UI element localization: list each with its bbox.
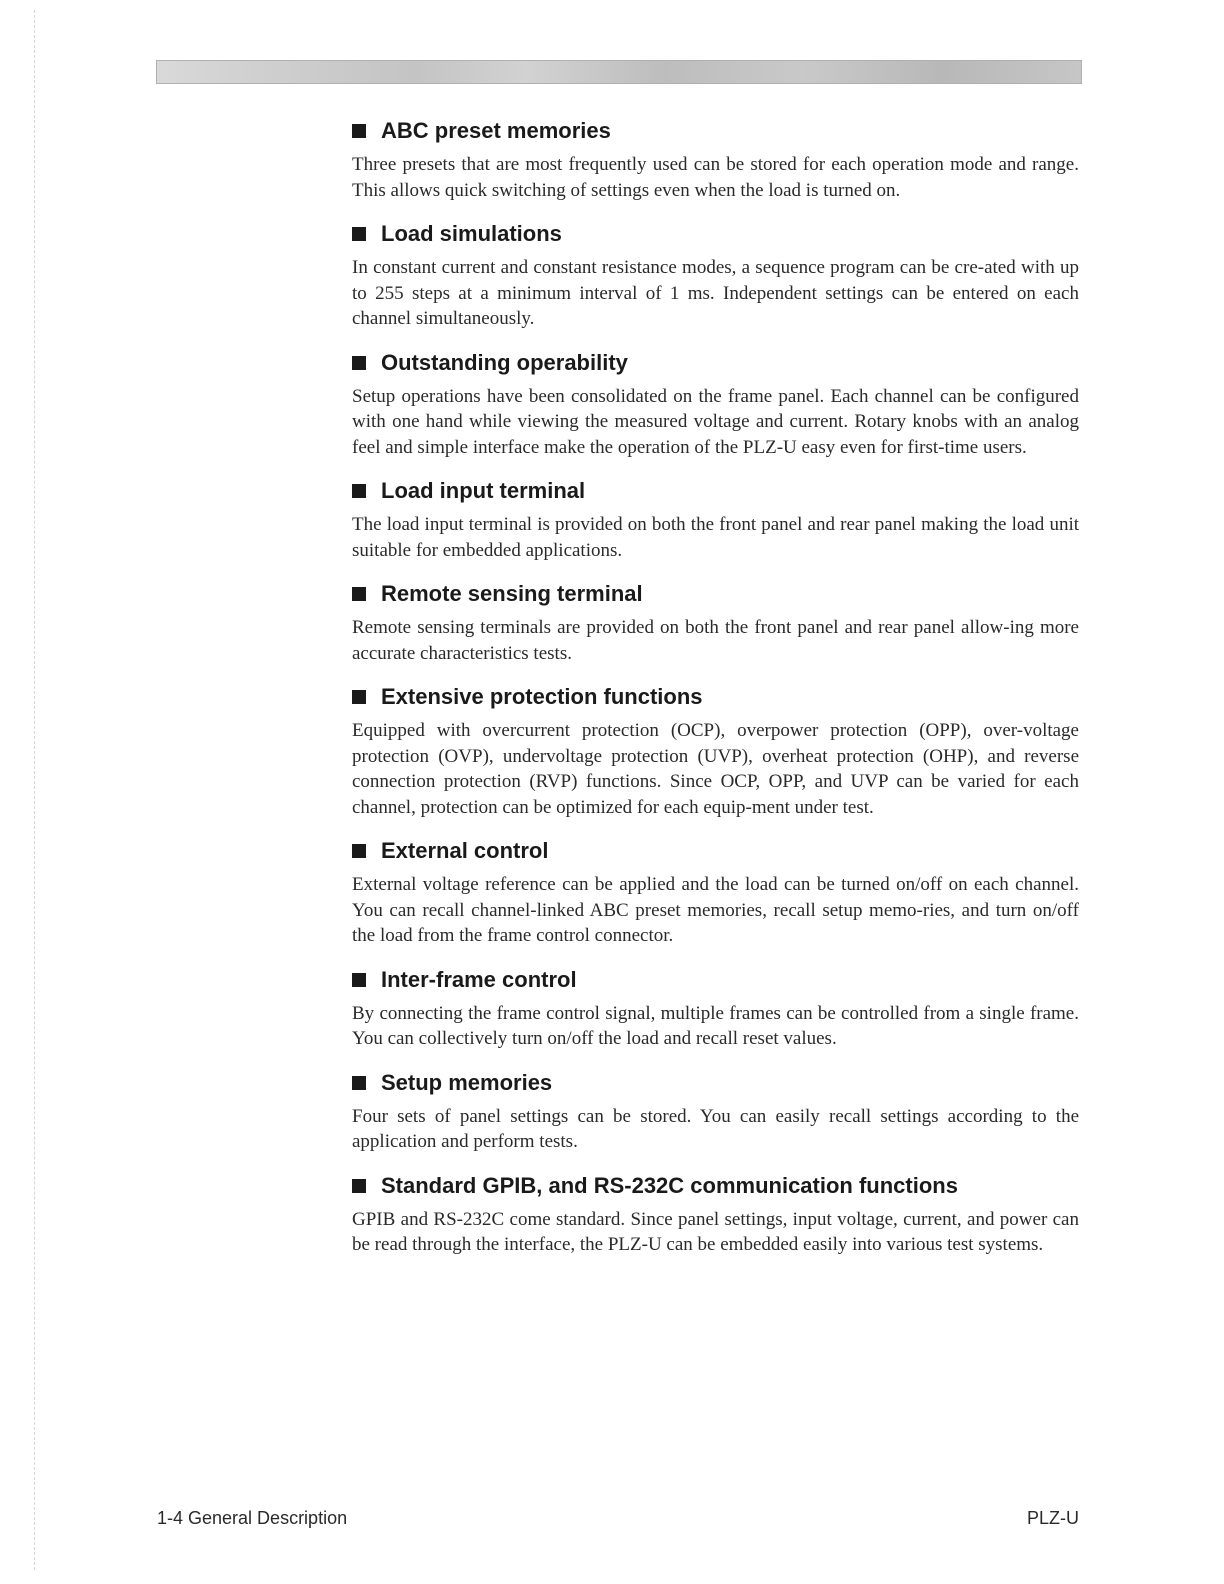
heading-text: Remote sensing terminal bbox=[381, 581, 643, 606]
footer-product-name: PLZ-U bbox=[1026, 1508, 1079, 1528]
heading-text: Load input terminal bbox=[381, 478, 586, 503]
square-bullet-icon bbox=[352, 1076, 366, 1090]
heading-text: Extensive protection functions bbox=[381, 684, 703, 709]
section-communication-functions bbox=[352, 1171, 1079, 1258]
section-heading bbox=[352, 965, 1079, 995]
heading-text: Standard GPIB, and RS-232C communication functions bbox=[381, 1172, 958, 1198]
section-heading bbox=[352, 1068, 1079, 1098]
section-external-control bbox=[352, 836, 1079, 949]
section-heading bbox=[352, 476, 1079, 506]
heading-text: External control bbox=[381, 838, 549, 863]
section-body: Setup operations have been consolidated on the frame panel. Each channel can be configured with one hand while viewing the measured voltage and current. Rotary knobs with an analog feel and simple interface make the operation of the PLZ-U easy even for first-time users. bbox=[352, 385, 1079, 458]
section-load-input-terminal bbox=[352, 476, 1079, 563]
section-setup-memories bbox=[352, 1068, 1079, 1155]
section-heading bbox=[352, 836, 1079, 866]
section-body: External voltage reference can be applied and the load can be turned on/off on each channel. You can recall channel-linked ABC preset memories, recall setup memo-ries, and turn on/off the load from the frame control connector. bbox=[352, 874, 1079, 946]
square-bullet-icon bbox=[352, 1179, 366, 1193]
section-remote-sensing-terminal bbox=[352, 579, 1079, 666]
section-load-simulations bbox=[352, 219, 1079, 332]
section-heading bbox=[352, 682, 1079, 712]
heading-text: Load simulations bbox=[381, 221, 562, 246]
section-heading bbox=[352, 116, 1079, 146]
section-heading bbox=[352, 1171, 1079, 1201]
square-bullet-icon bbox=[352, 484, 366, 498]
section-body: Three presets that are most frequently used can be stored for each operation mode and range. This allows quick switching of settings even when the load is turned on. bbox=[352, 154, 1079, 201]
section-body: Remote sensing terminals are provided on both the front panel and rear panel allow-ing more accurate characteristics tests. bbox=[352, 617, 1079, 664]
section-heading bbox=[352, 219, 1079, 249]
square-bullet-icon bbox=[352, 690, 366, 704]
square-bullet-icon bbox=[352, 227, 366, 241]
section-heading bbox=[352, 579, 1079, 609]
section-outstanding-operability bbox=[352, 348, 1079, 461]
heading-text: ABC preset memories bbox=[381, 118, 611, 143]
square-bullet-icon bbox=[352, 124, 366, 138]
section-heading bbox=[352, 348, 1079, 378]
header-bar bbox=[156, 60, 1082, 84]
square-bullet-icon bbox=[352, 356, 366, 370]
section-body: By connecting the frame control signal, multiple frames can be controlled from a single frame. You can collectively turn on/off the load and recall reset values. bbox=[352, 1002, 1079, 1049]
section-body: The load input terminal is provided on both the front panel and rear panel making the load unit suitable for embedded applications. bbox=[352, 514, 1079, 561]
section-inter-frame-control bbox=[352, 965, 1079, 1052]
heading-text: Inter-frame control bbox=[381, 966, 577, 992]
margin-rule bbox=[34, 10, 35, 1570]
section-body: Four sets of panel settings can be stored. You can easily recall settings according to the application and perform tests. bbox=[352, 1105, 1079, 1152]
square-bullet-icon bbox=[352, 973, 366, 987]
heading-text: Outstanding operability bbox=[381, 349, 628, 375]
section-extensive-protection-functions bbox=[352, 682, 1079, 820]
footer-page-label: 1-4 General Description bbox=[157, 1508, 348, 1528]
section-body: In constant current and constant resistance modes, a sequence program can be cre-ated with up to 255 steps at a minimum interval of 1 ms. Independent settings can be entered on each channel simultaneously. bbox=[352, 257, 1079, 329]
heading-text: Setup memories bbox=[381, 1069, 553, 1095]
square-bullet-icon bbox=[352, 844, 366, 858]
content bbox=[352, 116, 1079, 1274]
section-abc-preset-memories bbox=[352, 116, 1079, 203]
square-bullet-icon bbox=[352, 587, 366, 601]
section-body: GPIB and RS-232C come standard. Since panel settings, input voltage, current, and power can be read through the interface, the PLZ-U can be embedded easily into various test systems. bbox=[352, 1208, 1079, 1255]
section-body: Equipped with overcurrent protection (OCP), overpower protection (OPP), over-voltage protection (OVP), undervoltage protection (UVP), overheat protection (OHP), and reverse connection protection (RVP) functions. Since OCP, OPP, and UVP can be varied for each channel, protection can be optimized for each equip-ment under test. bbox=[352, 720, 1079, 818]
